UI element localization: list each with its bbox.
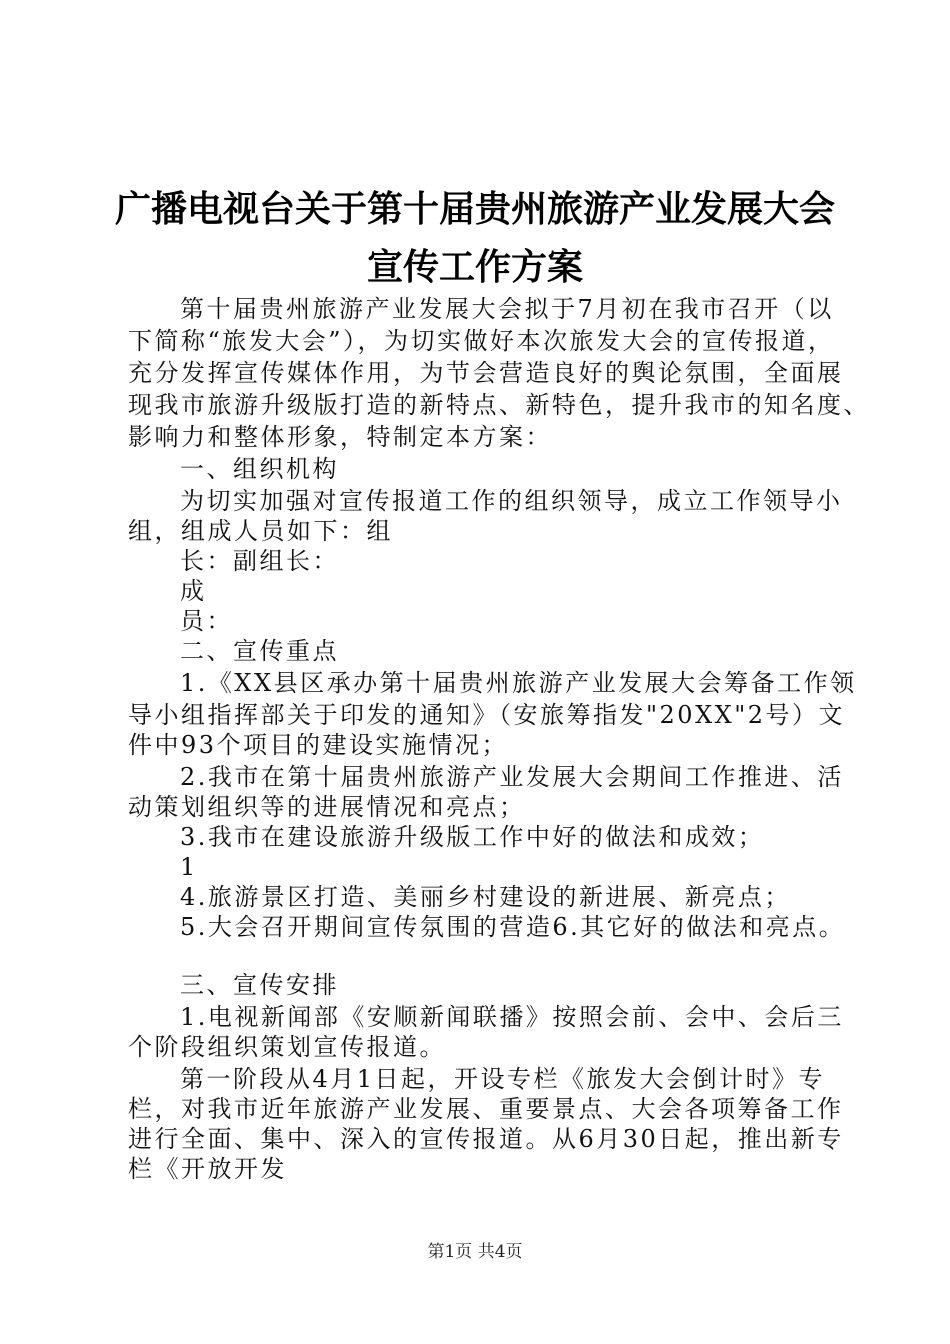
list-item-line: 动策划组织等的进展情况和亮点； xyxy=(128,793,526,821)
paragraph-line: 进行全面、集中、深入的宣传报道。从6月30日起，推出新专 xyxy=(128,1125,844,1153)
section-heading: 三、宣传安排 xyxy=(180,971,339,999)
list-item-line: 个阶段组织策划宣传报道。 xyxy=(128,1033,446,1061)
paragraph-line: 下简称“旅发大会”），为切实做好本次旅发大会的宣传报道， xyxy=(128,327,835,355)
paragraph-line: 栏《开放开发 xyxy=(128,1155,287,1183)
section-heading: 二、宣传重点 xyxy=(180,637,339,665)
list-item-line: 2.我市在第十届贵州旅游产业发展大会期间工作推进、活 xyxy=(180,763,844,791)
list-item-line: 1.《XX县区承办第十届贵州旅游产业发展大会筹备工作领 xyxy=(180,669,857,697)
section-heading: 一、组织机构 xyxy=(180,455,339,483)
list-item-line: 3.我市在建设旅游升级版工作中好的做法和成效； xyxy=(180,823,765,851)
list-item-line: 件中93个项目的建设实施情况； xyxy=(128,731,509,759)
list-item-line: 1.电视新闻部《安顺新闻联播》按照会前、会中、会后三 xyxy=(180,1003,844,1031)
paragraph-line: 现我市旅游升级版打造的新特点、新特色，提升我市的知名度、 xyxy=(128,391,870,419)
paragraph-line: 为切实加强对宣传报道工作的组织领导，成立工作领导小 xyxy=(180,487,843,515)
paragraph-line: 长：副组长： xyxy=(180,547,339,575)
document-title-line-1: 广播电视台关于第十届贵州旅游产业发展大会 xyxy=(114,189,835,230)
paragraph-line: 栏，对我市近年旅游产业发展、重要景点、大会各项筹备工作 xyxy=(128,1095,844,1123)
paragraph-line: 充分发挥宣传媒体作用，为节会营造良好的舆论氛围，全面展 xyxy=(128,359,844,387)
paragraph-line: 第十届贵州旅游产业发展大会拟于7月初在我市召开（以 xyxy=(180,295,834,323)
document-title-line-2: 宣传工作方案 xyxy=(366,247,583,288)
paragraph-line: 员： xyxy=(180,607,233,635)
list-item-line: 5.大会召开期间宣传氛围的营造6.其它好的做法和亮点。 xyxy=(180,913,846,941)
list-item-line: 4.旅游景区打造、美丽乡村建设的新进展、新亮点； xyxy=(180,883,791,911)
page-footer: 第1页 共4页 xyxy=(427,1242,523,1262)
paragraph-line: 组，组成人员如下：组 xyxy=(128,517,393,545)
list-item-line: 导小组指挥部关于印发的通知》（安旅筹指发"20XX"2号）文 xyxy=(128,701,846,729)
paragraph-line: 成 xyxy=(180,577,207,605)
stray-number: 1 xyxy=(180,853,198,881)
paragraph-line: 影响力和整体形象，特制定本方案： xyxy=(128,423,552,451)
paragraph-line: 第一阶段从4月1日起，开设专栏《旅发大会倒计时》专 xyxy=(180,1065,826,1093)
